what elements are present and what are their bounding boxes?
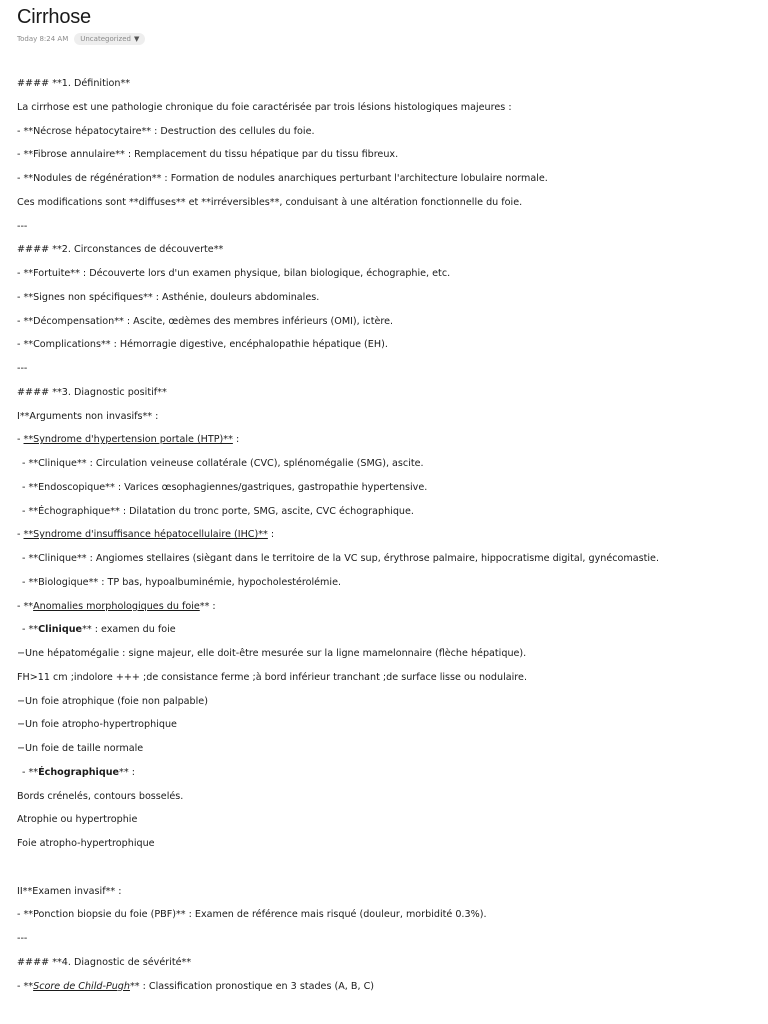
list-item: - **Fortuite** : Découverte lors d'un examen physique, bilan biologique, échographie, etc.	[17, 268, 451, 279]
text-line: I**Arguments non invasifs** :	[17, 410, 159, 422]
list-item: - **Fibrose annulaire** : Remplacement du tissu hépatique par du tissu fibreux.	[17, 149, 399, 161]
list-item: - **Nécrose hépatocytaire** : Destruction des cellules du foie.	[17, 125, 315, 137]
list-item: - **Clinique** : Angiomes stellaires (siègant dans le territoire de la VC sup, érythrose palmaire, hippocratisme digital, gynécomastie.	[22, 553, 659, 564]
bold-text: Échographique	[38, 766, 120, 778]
text-segment: :	[267, 529, 275, 541]
list-item: - **Décompensation** : Ascite, œdèmes des membres inférieurs (OMI), ictère.	[17, 315, 394, 327]
divider-text: ---	[17, 363, 28, 374]
italic-underlined-text: Score de Child-Pugh	[33, 980, 130, 992]
list-item: - **Ponction biopsie du foie (PBF)** : Examen de référence mais risqué (douleur, morbidité 0.3%).	[17, 909, 487, 921]
list-item	[17, 761, 757, 785]
text-segment: ** :	[119, 766, 135, 778]
text-segment: ** : Classification pronostique en 3 stades (A, B, C)	[129, 980, 375, 992]
list-item	[17, 618, 757, 642]
text-line: −Un foie de taille normale	[17, 743, 144, 754]
list-item: - **Nodules de régénération** : Formation de nodules anarchiques perturbant l'architecture lobulaire normale.	[17, 173, 548, 184]
text-segment: ** : examen du foie	[82, 624, 176, 636]
list-item: - **Endoscopique** : Varices œsophagiennes/gastriques, gastropathie hypertensive.	[22, 481, 428, 493]
empty-line	[17, 856, 757, 880]
underlined-text: **Syndrome d'insuffisance hépatocellulaire (IHC)**	[23, 529, 268, 541]
text-segment: - **	[22, 766, 39, 778]
text-segment: :	[232, 434, 240, 446]
text-segment: - **	[17, 980, 34, 992]
note-meta	[17, 33, 145, 45]
category-label: Uncategorized	[80, 35, 131, 43]
list-item: - **Signes non spécifiques** : Asthénie, douleurs abdominales.	[17, 291, 320, 303]
text-line: Foie atropho-hypertrophique	[17, 838, 155, 849]
underlined-text: Anomalies morphologiques du foie	[33, 600, 200, 612]
text-line: −Une hépatomégalie : signe majeur, elle doit-être mesurée sur la ligne mamelonnaire (flèche hépatique).	[17, 648, 527, 659]
note-title[interactable]: Cirrhose	[17, 6, 91, 28]
list-item	[17, 975, 757, 999]
bold-text: Clinique	[38, 624, 83, 636]
note-timestamp: Today 8:24 AM	[17, 35, 69, 43]
text-line: −Un foie atropho-hypertrophique	[17, 719, 177, 731]
list-item	[17, 523, 757, 547]
list-item	[17, 428, 757, 452]
list-item: - **Complications** : Hémorragie digestive, encéphalopathie hépatique (EH).	[17, 339, 388, 351]
list-item: - **Échographique** : Dilatation du tronc porte, SMG, ascite, CVC échographique.	[22, 505, 414, 517]
text-segment: -	[17, 434, 24, 446]
list-item	[17, 595, 757, 619]
text-line: Bords crénelés, contours bosselés.	[17, 790, 184, 802]
heading-circonstances: #### **2. Circonstances de découverte**	[17, 244, 224, 256]
category-dropdown[interactable]	[74, 33, 145, 45]
underlined-text: **Syndrome d'hypertension portale (HTP)**	[23, 434, 233, 446]
chevron-down-icon: ▼	[133, 35, 140, 43]
text-line: II**Examen invasif** :	[17, 885, 122, 897]
divider-text: ---	[17, 220, 28, 232]
text-segment: ** :	[199, 600, 216, 612]
list-item: - **Clinique** : Circulation veineuse collatérale (CVC), splénomégalie (SMG), ascite.	[22, 458, 424, 469]
divider-text: ---	[17, 933, 28, 944]
text-line: Atrophie ou hypertrophie	[17, 814, 138, 826]
list-item: - **Biologique** : TP bas, hypoalbuminémie, hypocholestérolémie.	[22, 576, 342, 588]
text-segment: - **	[17, 600, 34, 612]
text-segment: -	[17, 529, 24, 541]
heading-diagnostic-positif: #### **3. Diagnostic positif**	[17, 386, 167, 398]
heading-definition: #### **1. Définition**	[17, 78, 131, 89]
text-segment: - **	[22, 624, 39, 636]
heading-diagnostic-severite: #### **4. Diagnostic de sévérité**	[17, 956, 192, 968]
text-line: FH>11 cm ;indolore +++ ;de consistance ferme ;à bord inférieur tranchant ;de surface lisse ou nodulaire.	[17, 671, 527, 683]
note-body[interactable]	[17, 72, 757, 998]
text-line: Ces modifications sont **diffuses** et **irréversibles**, conduisant à une altération fonctionnelle du foie.	[17, 196, 523, 208]
text-line: −Un foie atrophique (foie non palpable)	[17, 695, 208, 707]
text-line: La cirrhose est une pathologie chronique du foie caractérisée par trois lésions histologiques majeures :	[17, 101, 512, 113]
